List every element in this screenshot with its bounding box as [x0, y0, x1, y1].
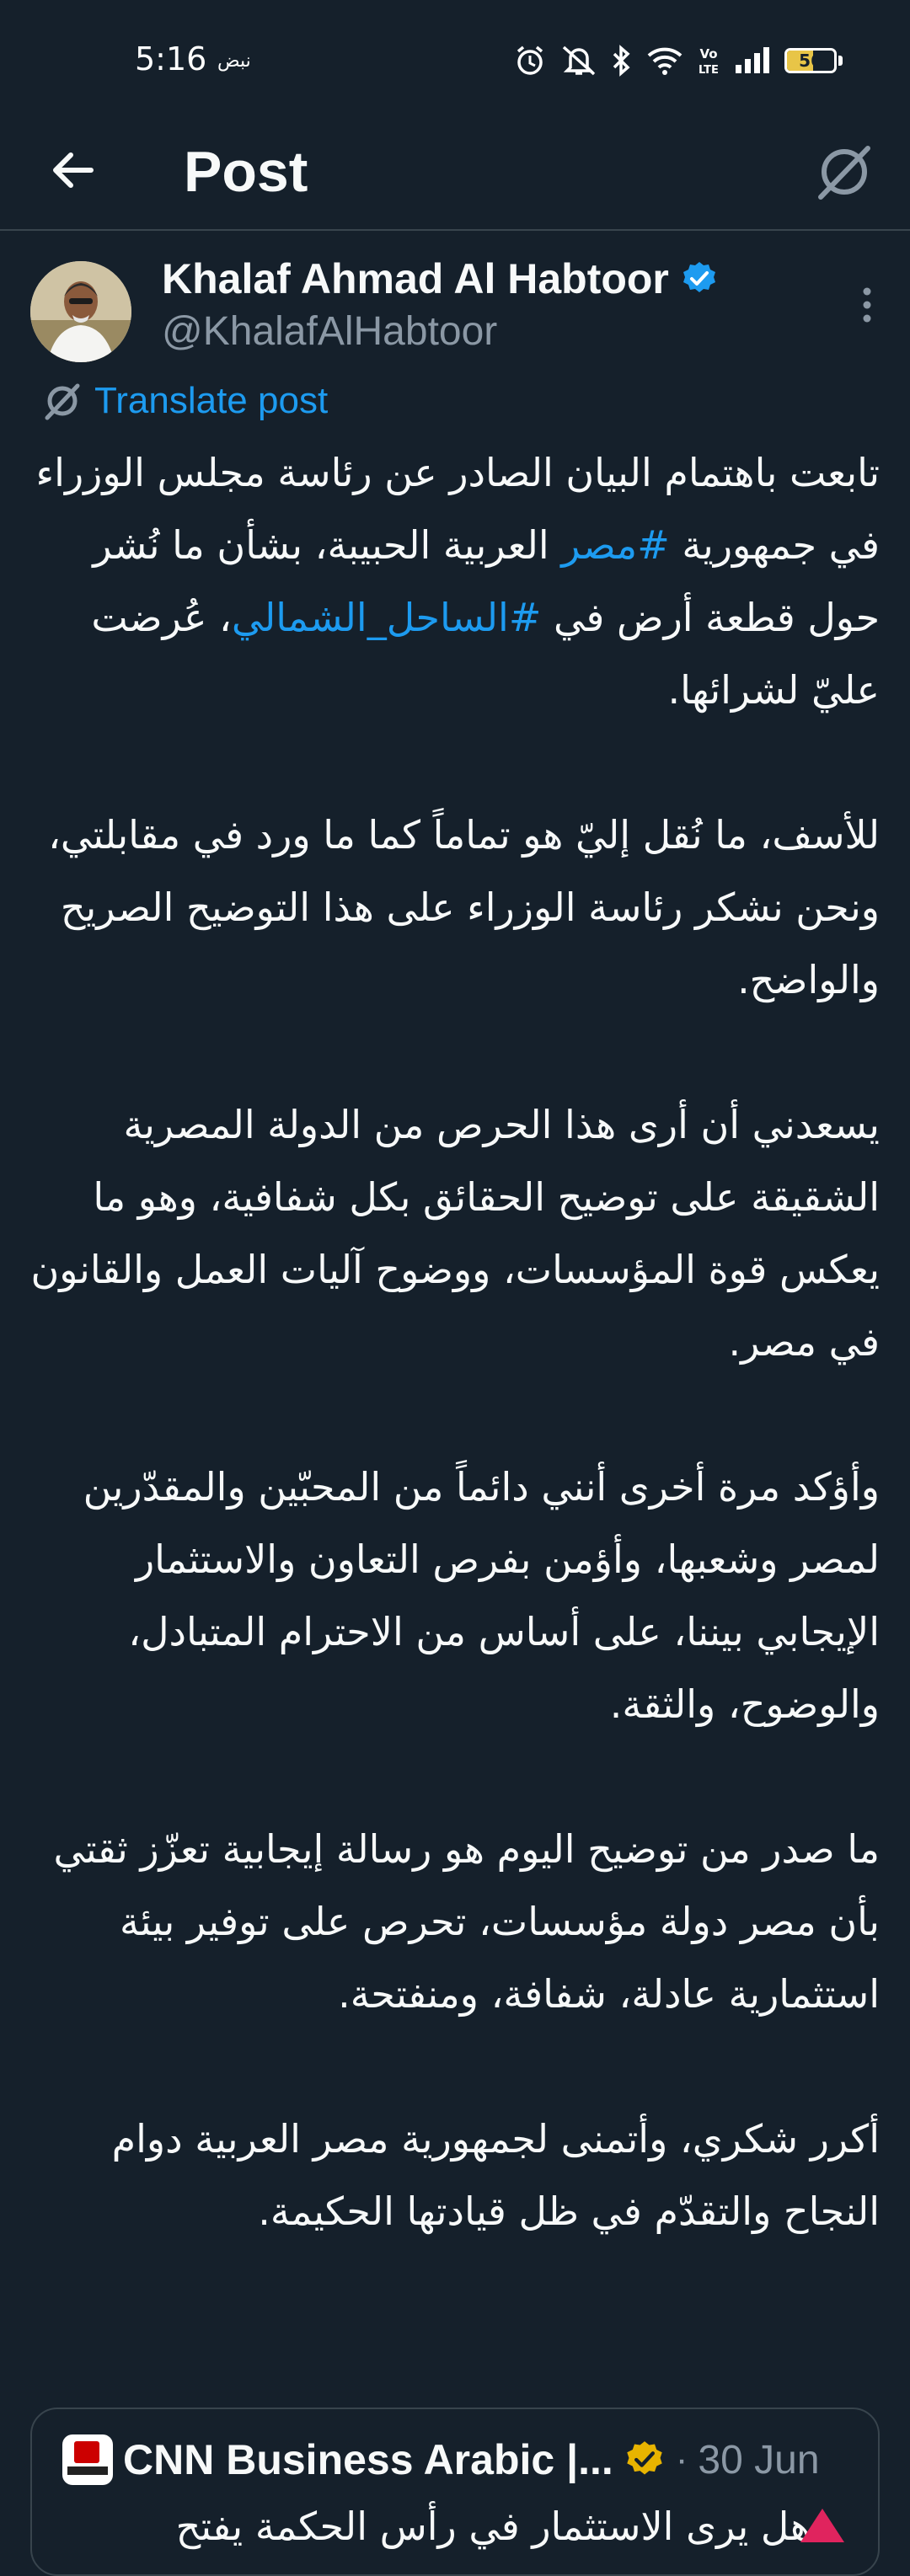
- post-text: [30, 436, 880, 2247]
- author-name-row[interactable]: [162, 254, 718, 303]
- quoted-post-date: 30 Jun: [698, 2437, 820, 2482]
- signal-icon: [734, 46, 771, 75]
- dot-separator: ·: [675, 2439, 688, 2480]
- more-options-button[interactable]: [846, 280, 888, 330]
- post-paragraph-3: يسعدني أن أرى هذا الحرص من الدولة المصرية الشقيقة على توضيح الحقائق بكل شفافية، وهو ما يعكس قوة المؤسسات، ووضوح آليات العمل والقانون في مصر.: [30, 1102, 880, 1365]
- status-bar: [0, 0, 910, 118]
- red-triangle-icon: [800, 2509, 844, 2542]
- translate-icon: [42, 381, 83, 421]
- svg-text:LTE: LTE: [699, 64, 719, 77]
- alarm-icon: [513, 44, 547, 77]
- battery-text: 56: [799, 51, 822, 71]
- back-arrow-icon: [49, 147, 96, 194]
- quoted-post-header: [62, 2434, 820, 2485]
- quoted-post-card[interactable]: [30, 2408, 880, 2576]
- avatar[interactable]: [30, 261, 131, 362]
- battery-body: [784, 48, 837, 73]
- logo-dark-bar: [67, 2466, 108, 2475]
- gold-verified-badge-icon: [624, 2439, 666, 2481]
- bluetooth-icon: [611, 44, 633, 77]
- translate-slash-icon: [814, 142, 875, 202]
- post-paragraph-2: للأسف، ما نُقل إليّ هو تماماً كما ما ورد في مقابلتي، ونحن نشكر رئاسة الوزراء على هذا التوضيح الصريح والواضح.: [48, 812, 880, 1002]
- author-handle[interactable]: @KhalafAlHabtoor: [162, 309, 498, 354]
- status-time: 5:16: [135, 40, 207, 77]
- battery-nub: [838, 56, 843, 66]
- status-icons: [513, 42, 843, 79]
- hashtag-link[interactable]: #الساحل_الشمالي: [231, 595, 542, 640]
- quoted-post-preview: هل يرى الاستثمار في رأس الحكمة يفتح: [175, 2504, 811, 2549]
- verified-badge-icon: [681, 260, 718, 297]
- author-name[interactable]: Khalaf Ahmad Al Habtoor: [162, 255, 669, 302]
- post-text-segment: تابعت باهتمام البيان الصادر عن رئاسة مجلس الوزراء في جمهورية: [35, 450, 880, 568]
- post-text-segment: العربية الحبيبة، بشأن ما نُشر حول قطعة أرض في: [93, 522, 880, 640]
- post-text-segment: ، عُرضت عليّ لشرائها.: [91, 595, 880, 713]
- svg-text:Vo: Vo: [699, 46, 718, 61]
- post-paragraph-1: [30, 436, 880, 726]
- back-button[interactable]: [39, 136, 106, 204]
- wifi-icon: [646, 45, 683, 76]
- post-paragraph-4: وأؤكد مرة أخرى أنني دائماً من المحبّين والمقدّرين لمصر وشعبها، وأؤمن بفرص التعاون والاستثمار الإيجابي بيننا، على أساس من الاحترام المتبادل، والوضوح، والثقة.: [83, 1464, 880, 1727]
- hashtag-link[interactable]: #مصر: [561, 522, 670, 568]
- translate-toggle-button[interactable]: [809, 136, 880, 207]
- mute-icon: [560, 44, 597, 77]
- post-paragraph-5: ما صدر من توضيح اليوم هو رسالة إيجابية تعزّز ثقتي بأن مصر دولة مؤسسات، تحرص على توفير بيئة استثمارية عادلة، شفافة، ومنفتحة.: [53, 1826, 880, 2017]
- more-vertical-icon: [860, 285, 874, 325]
- page-title: Post: [184, 140, 308, 204]
- translate-post-link[interactable]: [42, 377, 328, 425]
- volte-icon: [697, 44, 720, 77]
- post-header: [0, 118, 910, 231]
- post-paragraph-6: أكرر شكري، وأتمنى لجمهورية مصر العربية دوام النجاح والتقدّم في ظل قيادتها الحكيمة.: [111, 2116, 880, 2234]
- battery-icon: [784, 48, 837, 73]
- cnn-business-arabic-logo: [62, 2434, 113, 2485]
- quoted-author-name: CNN Business Arabic |...: [123, 2436, 613, 2483]
- status-small-label: نبض: [217, 51, 251, 72]
- translate-post-label[interactable]: Translate post: [94, 380, 329, 421]
- avatar-photo: [30, 261, 131, 362]
- logo-red-block: [74, 2441, 99, 2463]
